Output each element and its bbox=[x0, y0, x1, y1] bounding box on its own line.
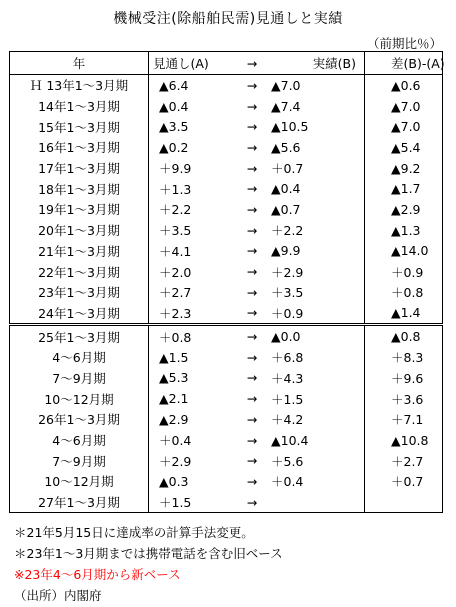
diff-cell: ▲7.0 bbox=[391, 98, 421, 114]
table-row bbox=[10, 450, 443, 471]
forecast-cell: ▲0.3 bbox=[159, 473, 189, 489]
diff-cell: ▲2.9 bbox=[391, 201, 421, 217]
period-cell: 17年1～3月期 bbox=[10, 158, 149, 179]
actual-cell: ＋2.2 bbox=[267, 220, 365, 241]
arrow-cell: → bbox=[246, 411, 258, 427]
forecast-cell: ▲3.5 bbox=[159, 119, 189, 135]
period-cell: Ｈ 13年1～3月期 bbox=[10, 75, 149, 96]
table-row bbox=[10, 492, 443, 513]
period-cell: 23年1～3月期 bbox=[10, 282, 149, 303]
table-row bbox=[10, 241, 443, 262]
arrow-cell: → bbox=[246, 222, 258, 238]
footnotes bbox=[14, 522, 283, 606]
forecast-cell: ＋9.9 bbox=[159, 161, 192, 177]
actual-cell: ＋4.2 bbox=[267, 409, 365, 430]
arrow-cell: → bbox=[246, 432, 258, 448]
period-cell: 24年1～3月期 bbox=[10, 303, 149, 325]
period-cell: 16年1～3月期 bbox=[10, 137, 149, 158]
table-row bbox=[10, 220, 443, 241]
actual-cell: ＋0.7 bbox=[267, 158, 365, 179]
footnote: ＊23年1～3月期までは携帯電話を含む旧ベース bbox=[14, 546, 283, 561]
forecast-cell: ▲2.9 bbox=[159, 411, 189, 427]
forecast-cell: ＋2.3 bbox=[149, 303, 238, 325]
actual-cell: ▲10.5 bbox=[267, 116, 365, 137]
arrow-cell: → bbox=[246, 139, 258, 155]
actual-cell: ▲7.4 bbox=[267, 96, 365, 117]
table-row bbox=[10, 75, 443, 96]
diff-cell: ＋3.6 bbox=[391, 391, 424, 407]
table-row bbox=[10, 388, 443, 409]
arrow-cell: → bbox=[246, 201, 258, 217]
footnote: （出所）内閣府 bbox=[14, 588, 102, 603]
diff-cell: ▲5.4 bbox=[391, 139, 421, 155]
period-cell: 20年1～3月期 bbox=[10, 220, 149, 241]
table-row bbox=[10, 303, 443, 325]
actual-cell: ▲0.4 bbox=[267, 178, 365, 199]
forecast-cell: ＋0.4 bbox=[159, 433, 192, 449]
actual-cell: ▲0.7 bbox=[267, 199, 365, 220]
arrow-cell: → bbox=[246, 160, 258, 176]
diff-cell: ▲9.2 bbox=[391, 160, 421, 176]
diff-cell: ▲1.7 bbox=[391, 181, 421, 197]
arrow-cell: → bbox=[246, 370, 258, 386]
period-cell: 10～12月期 bbox=[10, 388, 149, 409]
diff-cell: ＋0.7 bbox=[391, 474, 424, 490]
diff-cell: ＋9.6 bbox=[391, 370, 424, 386]
arrow-cell: → bbox=[246, 181, 258, 197]
actual-cell bbox=[267, 492, 365, 513]
arrow-cell: → bbox=[246, 329, 258, 345]
period-cell: 18年1～3月期 bbox=[10, 178, 149, 199]
forecast-cell: ＋0.8 bbox=[159, 329, 192, 345]
header-forecast: 見通し(A) bbox=[149, 52, 238, 75]
forecast-cell: ▲1.5 bbox=[159, 349, 189, 365]
table-row bbox=[10, 137, 443, 158]
diff-cell: ＋0.9 bbox=[391, 264, 424, 280]
forecast-cell: ＋4.1 bbox=[159, 243, 192, 259]
table-row bbox=[10, 178, 443, 199]
diff-cell: ＋2.7 bbox=[391, 453, 424, 469]
period-cell: 19年1～3月期 bbox=[10, 199, 149, 220]
diff-cell bbox=[365, 492, 443, 513]
forecast-cell: ▲5.3 bbox=[159, 370, 189, 386]
actual-cell: ＋0.4 bbox=[267, 471, 365, 492]
actual-cell: ▲9.9 bbox=[267, 241, 365, 262]
actual-cell: ＋1.5 bbox=[267, 388, 365, 409]
diff-cell: ▲14.0 bbox=[391, 243, 429, 259]
forecast-cell: ＋1.5 bbox=[159, 495, 192, 511]
page-title: 機械受注(除船舶民需)見通しと実績 bbox=[113, 11, 343, 27]
actual-cell: ▲10.4 bbox=[267, 430, 365, 451]
diff-cell: ▲1.3 bbox=[391, 222, 421, 238]
table-row bbox=[10, 261, 443, 282]
header-arrow: → bbox=[237, 52, 267, 75]
table-row bbox=[10, 158, 443, 179]
header-year: 年 bbox=[10, 52, 149, 75]
forecast-cell: ＋1.3 bbox=[159, 181, 192, 197]
period-cell: 7～9月期 bbox=[10, 450, 149, 471]
period-cell: 4～6月期 bbox=[10, 430, 149, 451]
actual-cell: ＋0.9 bbox=[267, 303, 365, 325]
forecast-cell: ▲0.4 bbox=[159, 98, 189, 114]
header-actual: 実績(B) bbox=[267, 52, 365, 75]
arrow-cell: → bbox=[246, 264, 258, 280]
forecast-cell: ＋3.5 bbox=[159, 223, 192, 239]
unit-label: （前期比％） bbox=[366, 36, 442, 51]
arrow-cell: → bbox=[246, 98, 258, 114]
period-cell: 25年1～3月期 bbox=[10, 325, 149, 347]
table-header-row bbox=[10, 52, 443, 75]
diff-cell: ▲10.8 bbox=[391, 432, 429, 448]
table-row bbox=[10, 96, 443, 117]
arrow-cell: → bbox=[246, 453, 258, 469]
period-cell: 15年1～3月期 bbox=[10, 116, 149, 137]
arrow-cell: → bbox=[246, 284, 258, 300]
actual-cell: ＋4.3 bbox=[267, 368, 365, 389]
table-row bbox=[10, 282, 443, 303]
forecast-cell: ▲0.2 bbox=[159, 139, 189, 155]
arrow-cell: → bbox=[246, 391, 258, 407]
forecast-cell: ▲2.1 bbox=[159, 391, 189, 407]
footnote: ＊21年5月15日に達成率の計算手法変更。 bbox=[14, 525, 254, 540]
table-row bbox=[10, 347, 443, 368]
table-row bbox=[10, 116, 443, 137]
period-cell: 27年1～3月期 bbox=[10, 492, 149, 513]
forecast-cell: ＋2.9 bbox=[159, 453, 192, 469]
arrow-cell: → bbox=[246, 473, 258, 489]
period-cell: 21年1～3月期 bbox=[10, 241, 149, 262]
actual-cell: ▲7.0 bbox=[267, 75, 365, 96]
table-row bbox=[10, 368, 443, 389]
arrow-cell: → bbox=[246, 119, 258, 135]
footnote: ※23年4～6月期から新ベース bbox=[14, 567, 181, 582]
arrow-cell: → bbox=[246, 494, 258, 510]
period-cell: 14年1～3月期 bbox=[10, 96, 149, 117]
period-cell: 26年1～3月期 bbox=[10, 409, 149, 430]
diff-cell: ＋8.3 bbox=[391, 350, 424, 366]
header-diff: 差(B)-(A) bbox=[365, 52, 443, 75]
arrow-cell: → bbox=[246, 77, 258, 93]
period-cell: 22年1～3月期 bbox=[10, 261, 149, 282]
period-cell: 10～12月期 bbox=[10, 471, 149, 492]
actual-cell: ＋6.8 bbox=[267, 347, 365, 368]
period-cell: 7～9月期 bbox=[10, 368, 149, 389]
table-row bbox=[10, 199, 443, 220]
actual-cell: ＋3.5 bbox=[267, 282, 365, 303]
forecast-vs-actual-table bbox=[9, 51, 443, 513]
actual-cell: ▲5.6 bbox=[267, 137, 365, 158]
arrow-cell: → bbox=[237, 303, 267, 325]
arrow-cell: → bbox=[246, 243, 258, 259]
diff-cell: ▲7.0 bbox=[391, 119, 421, 135]
diff-cell: ▲0.6 bbox=[391, 77, 421, 93]
diff-cell: ＋7.1 bbox=[391, 412, 424, 428]
actual-cell: ＋2.9 bbox=[267, 261, 365, 282]
actual-cell: ＋5.6 bbox=[267, 450, 365, 471]
arrow-cell: → bbox=[246, 349, 258, 365]
table-row bbox=[10, 471, 443, 492]
forecast-cell: ＋2.2 bbox=[159, 202, 192, 218]
forecast-cell: ▲6.4 bbox=[159, 77, 189, 93]
forecast-cell: ＋2.0 bbox=[159, 264, 192, 280]
actual-cell: ▲0.0 bbox=[267, 325, 365, 347]
diff-cell: ▲0.8 bbox=[391, 329, 421, 345]
table-row bbox=[10, 325, 443, 347]
diff-cell: ＋0.8 bbox=[391, 285, 424, 301]
diff-cell: ▲1.4 bbox=[365, 303, 443, 325]
table-body bbox=[10, 75, 443, 513]
table-row bbox=[10, 409, 443, 430]
forecast-cell: ＋2.7 bbox=[159, 285, 192, 301]
period-cell: 4～6月期 bbox=[10, 347, 149, 368]
table-row bbox=[10, 430, 443, 451]
